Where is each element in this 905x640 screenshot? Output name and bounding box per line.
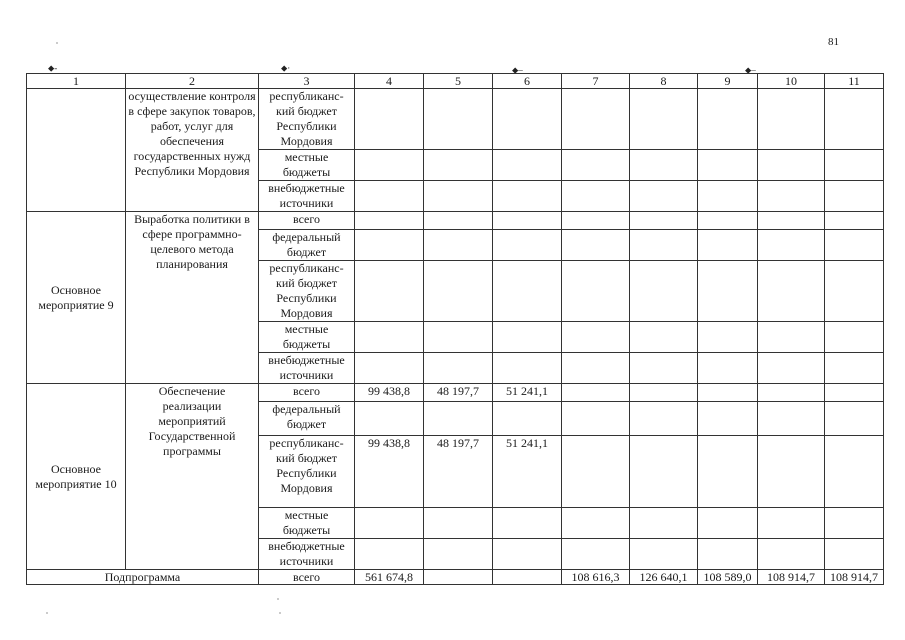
column-header: 7 xyxy=(562,74,630,89)
funding-source-cell: республиканс-кий бюджет Республики Мордовия xyxy=(259,436,355,508)
value-cell xyxy=(355,353,424,384)
value-cell xyxy=(493,539,562,570)
value-cell xyxy=(562,539,630,570)
value-cell xyxy=(630,402,698,436)
value-cell xyxy=(355,230,424,261)
value-cell xyxy=(698,230,758,261)
value-cell xyxy=(825,261,884,322)
value-cell xyxy=(825,230,884,261)
funding-source-cell: всего xyxy=(259,212,355,230)
column-header: 6 xyxy=(493,74,562,89)
value-cell xyxy=(758,436,825,508)
value-cell xyxy=(562,181,630,212)
funding-source-cell: всего xyxy=(259,570,355,585)
value-cell xyxy=(493,570,562,585)
scan-dot xyxy=(46,612,48,614)
value-cell xyxy=(825,384,884,402)
value-cell xyxy=(493,353,562,384)
value-cell xyxy=(355,89,424,150)
funding-source-cell: внебюджетные источники xyxy=(259,539,355,570)
scan-dot xyxy=(56,42,58,44)
value-cell xyxy=(630,508,698,539)
funding-source-cell: республиканс-кий бюджет Республики Мордовия xyxy=(259,89,355,150)
value-cell xyxy=(698,539,758,570)
column-header: 10 xyxy=(758,74,825,89)
funding-source-cell: местные бюджеты xyxy=(259,508,355,539)
value-cell xyxy=(493,150,562,181)
value-cell xyxy=(758,150,825,181)
column-header: 1 xyxy=(27,74,126,89)
value-cell xyxy=(493,322,562,353)
value-cell xyxy=(630,261,698,322)
value-cell xyxy=(758,384,825,402)
value-cell xyxy=(355,212,424,230)
value-cell xyxy=(758,212,825,230)
value-cell xyxy=(758,539,825,570)
column-header: 8 xyxy=(630,74,698,89)
scan-mark-arrow: ⬥· xyxy=(281,63,291,73)
value-cell xyxy=(630,436,698,508)
value-cell xyxy=(825,402,884,436)
event-name-cell: Основное мероприятие 10 xyxy=(27,384,126,570)
funding-source-cell: местные бюджеты xyxy=(259,150,355,181)
value-cell xyxy=(493,402,562,436)
funding-source-cell: республиканс-кий бюджет Республики Мордовия xyxy=(259,261,355,322)
value-cell xyxy=(493,212,562,230)
value-cell: 126 640,1 xyxy=(630,570,698,585)
funding-source-cell: всего xyxy=(259,384,355,402)
value-cell xyxy=(630,322,698,353)
value-cell xyxy=(698,322,758,353)
value-cell xyxy=(493,261,562,322)
table-row xyxy=(27,89,884,150)
value-cell: 51 241,1 xyxy=(493,436,562,508)
value-cell xyxy=(493,181,562,212)
scan-mark-arrow: ⬥‑ xyxy=(48,63,58,73)
value-cell xyxy=(355,322,424,353)
column-header: 2 xyxy=(126,74,259,89)
value-cell xyxy=(698,181,758,212)
value-cell: 108 589,0 xyxy=(698,570,758,585)
value-cell xyxy=(698,402,758,436)
value-cell xyxy=(698,261,758,322)
budget-table xyxy=(26,73,884,585)
value-cell xyxy=(493,508,562,539)
value-cell xyxy=(825,508,884,539)
value-cell xyxy=(825,436,884,508)
value-cell xyxy=(424,353,493,384)
value-cell xyxy=(758,261,825,322)
scan-mark-arrow: ⬥– xyxy=(745,65,756,75)
column-header: 3 xyxy=(259,74,355,89)
value-cell xyxy=(698,436,758,508)
value-cell xyxy=(630,230,698,261)
value-cell: 99 438,8 xyxy=(355,436,424,508)
event-description-cell: осуществление контроля в сфере закупок товаров, работ, услуг для обеспечения государственных нужд Республики Мордовия xyxy=(126,89,259,212)
column-header: 11 xyxy=(825,74,884,89)
value-cell xyxy=(424,212,493,230)
value-cell xyxy=(562,322,630,353)
funding-source-cell: внебюджетные источники xyxy=(259,181,355,212)
funding-source-cell: федеральный бюджет xyxy=(259,402,355,436)
value-cell xyxy=(758,402,825,436)
value-cell xyxy=(825,353,884,384)
value-cell xyxy=(825,212,884,230)
value-cell xyxy=(493,230,562,261)
value-cell: 48 197,7 xyxy=(424,436,493,508)
table-body xyxy=(27,74,884,585)
header-row xyxy=(27,74,884,89)
event-description-cell: Выработка политики в сфере программно-целевого метода планирования xyxy=(126,212,259,384)
value-cell xyxy=(424,570,493,585)
value-cell: 99 438,8 xyxy=(355,384,424,402)
scan-mark-arrow: ⬥– xyxy=(512,65,523,75)
total-label-cell: Подпрограмма xyxy=(27,570,259,585)
value-cell xyxy=(825,181,884,212)
value-cell xyxy=(562,89,630,150)
event-name-cell xyxy=(27,89,126,212)
value-cell xyxy=(355,261,424,322)
scan-dot xyxy=(277,598,279,600)
value-cell xyxy=(630,353,698,384)
value-cell xyxy=(562,261,630,322)
value-cell xyxy=(825,322,884,353)
value-cell: 108 914,7 xyxy=(758,570,825,585)
column-header: 9 xyxy=(698,74,758,89)
value-cell xyxy=(562,436,630,508)
value-cell xyxy=(630,539,698,570)
table-row xyxy=(27,212,884,230)
value-cell xyxy=(758,230,825,261)
event-description-cell: Обеспечение реализации мероприятий Государственной программы xyxy=(126,384,259,570)
value-cell xyxy=(424,261,493,322)
value-cell xyxy=(355,508,424,539)
funding-source-cell: федеральный бюджет xyxy=(259,230,355,261)
value-cell xyxy=(355,181,424,212)
value-cell xyxy=(630,212,698,230)
value-cell xyxy=(562,402,630,436)
page-number: 81 xyxy=(828,36,839,48)
value-cell xyxy=(424,539,493,570)
value-cell xyxy=(698,508,758,539)
value-cell xyxy=(355,402,424,436)
value-cell: 108 616,3 xyxy=(562,570,630,585)
value-cell xyxy=(562,384,630,402)
scan-dot xyxy=(279,612,281,614)
value-cell xyxy=(698,150,758,181)
value-cell xyxy=(758,508,825,539)
table-row xyxy=(27,384,884,402)
value-cell: 51 241,1 xyxy=(493,384,562,402)
value-cell xyxy=(562,150,630,181)
column-header: 4 xyxy=(355,74,424,89)
value-cell xyxy=(630,384,698,402)
value-cell xyxy=(424,230,493,261)
value-cell xyxy=(630,150,698,181)
funding-source-cell: внебюджетные источники xyxy=(259,353,355,384)
value-cell xyxy=(758,322,825,353)
value-cell xyxy=(562,353,630,384)
value-cell xyxy=(698,212,758,230)
value-cell xyxy=(424,402,493,436)
value-cell xyxy=(493,89,562,150)
value-cell xyxy=(424,150,493,181)
value-cell xyxy=(698,353,758,384)
value-cell xyxy=(758,89,825,150)
total-row xyxy=(27,570,884,585)
funding-source-cell: местные бюджеты xyxy=(259,322,355,353)
value-cell xyxy=(424,322,493,353)
value-cell xyxy=(562,508,630,539)
value-cell xyxy=(355,539,424,570)
column-header: 5 xyxy=(424,74,493,89)
value-cell xyxy=(825,89,884,150)
value-cell xyxy=(355,150,424,181)
value-cell xyxy=(825,150,884,181)
value-cell xyxy=(424,508,493,539)
value-cell: 48 197,7 xyxy=(424,384,493,402)
value-cell xyxy=(825,539,884,570)
value-cell xyxy=(698,89,758,150)
value-cell xyxy=(758,181,825,212)
value-cell xyxy=(758,353,825,384)
value-cell xyxy=(424,181,493,212)
value-cell xyxy=(424,89,493,150)
value-cell: 108 914,7 xyxy=(825,570,884,585)
value-cell xyxy=(630,89,698,150)
value-cell xyxy=(562,212,630,230)
value-cell: 561 674,8 xyxy=(355,570,424,585)
value-cell xyxy=(630,181,698,212)
value-cell xyxy=(698,384,758,402)
value-cell xyxy=(562,230,630,261)
event-name-cell: Основное мероприятие 9 xyxy=(27,212,126,384)
